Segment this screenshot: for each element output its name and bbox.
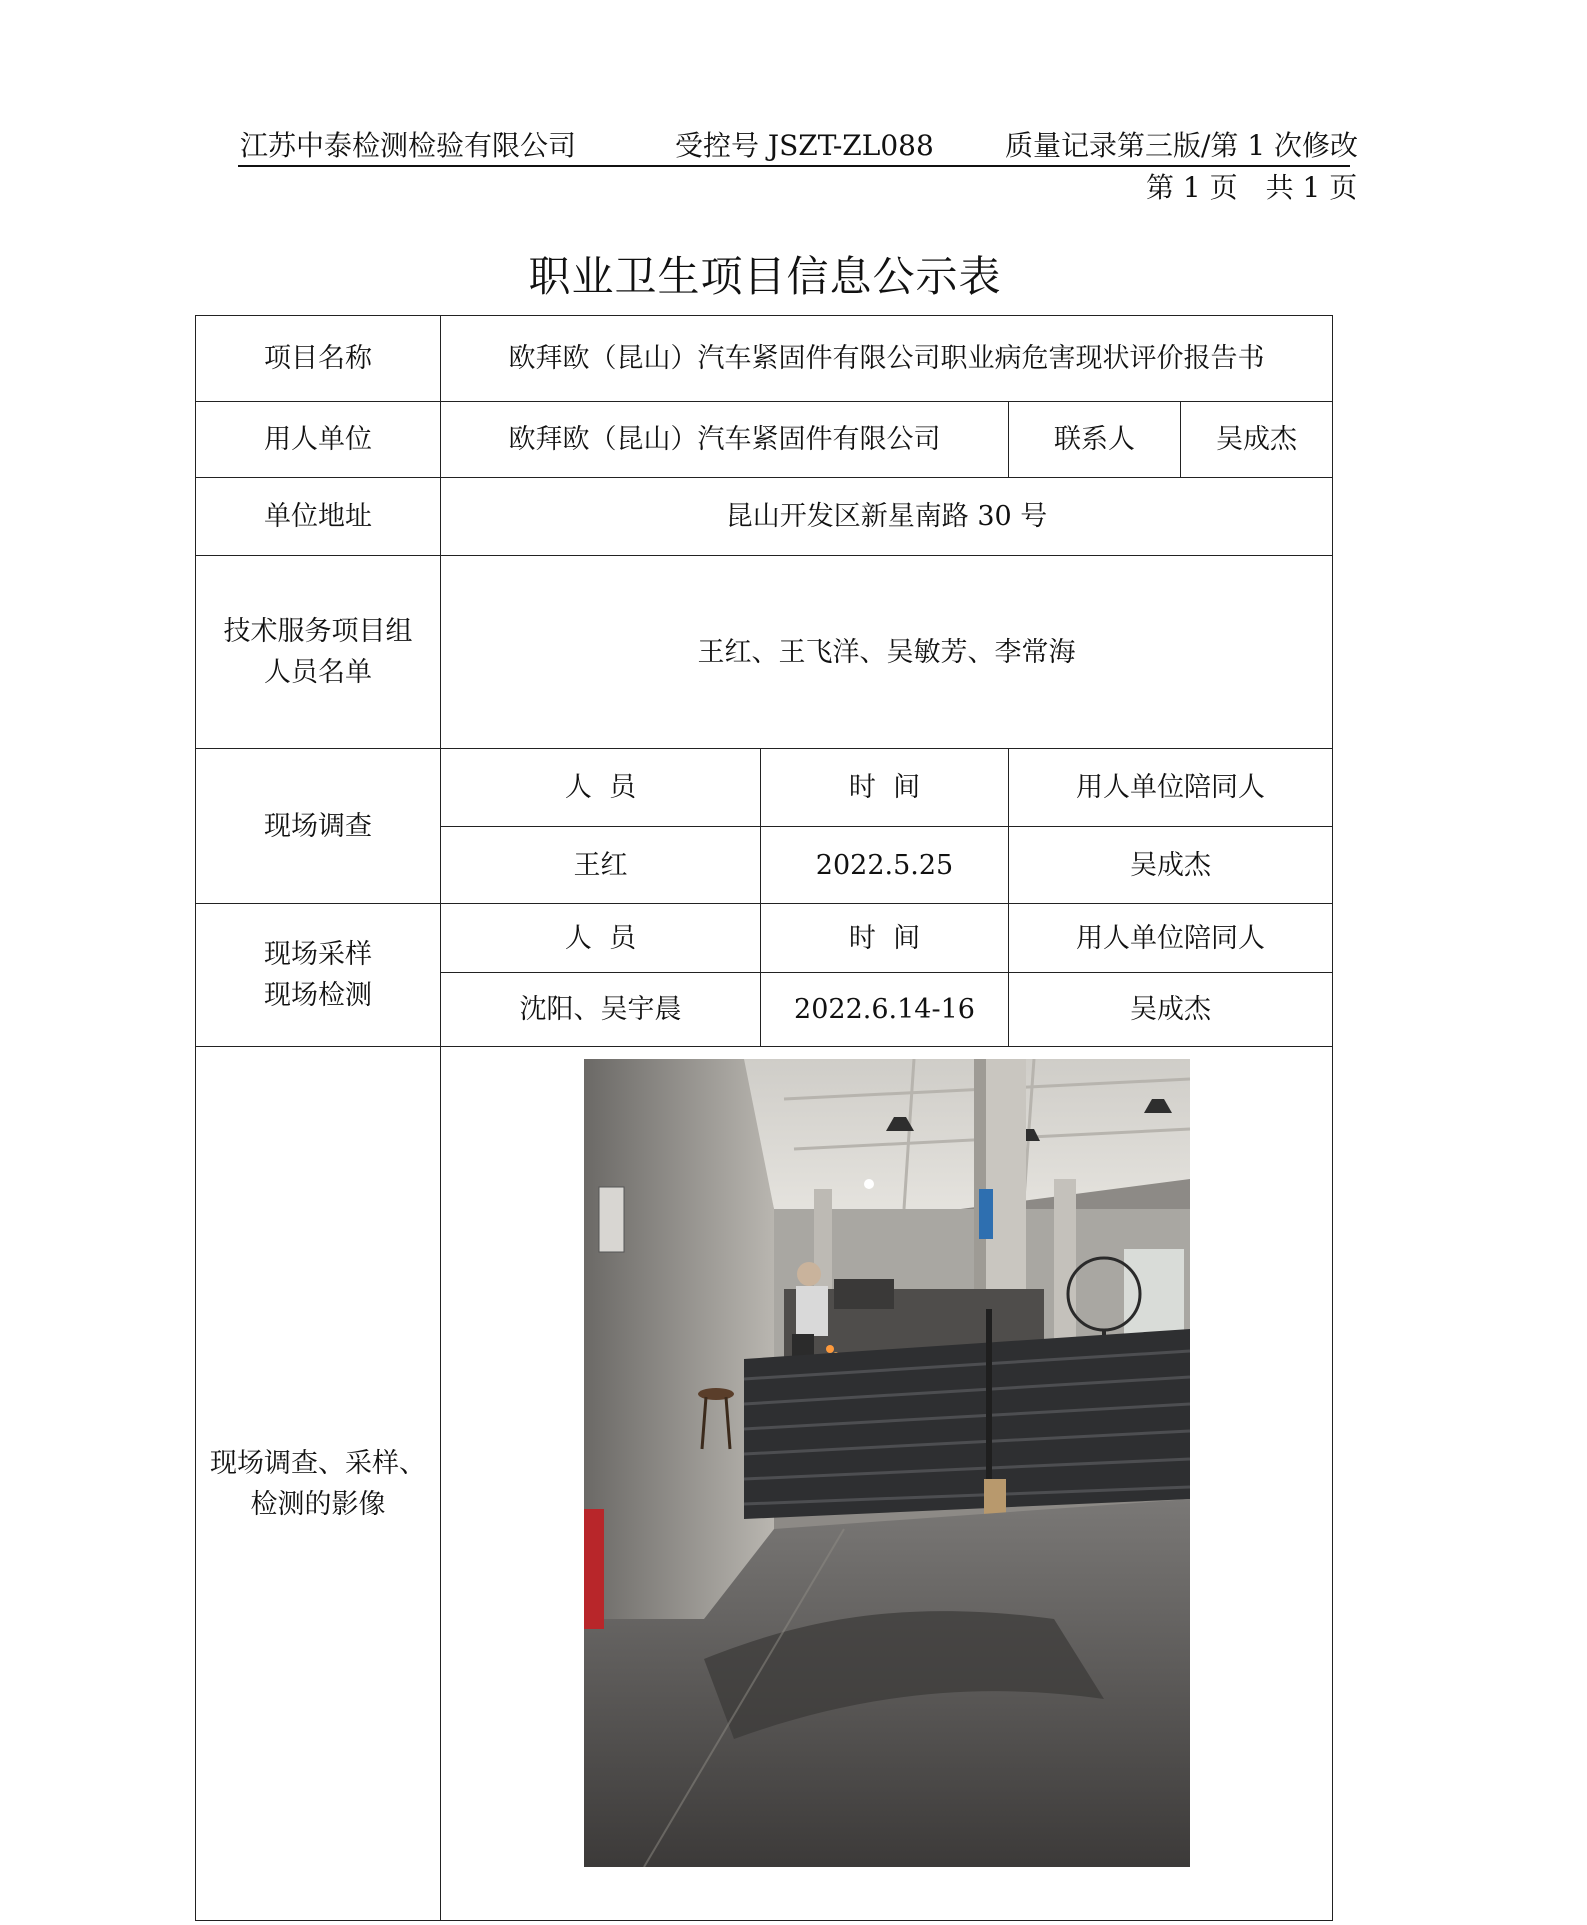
row-address <box>196 478 1333 556</box>
header-control-number: 受控号 JSZT-ZL088 <box>675 129 934 162</box>
address-value: 昆山开发区新星南路 30 号 <box>441 478 1333 556</box>
survey-label: 现场调查 <box>196 749 441 904</box>
team-label-line1: 技术服务项目组 <box>223 616 413 647</box>
row-survey-header <box>196 749 1333 827</box>
survey-date: 2022.5.25 <box>761 827 1009 904</box>
image-label-line2: 检测的影像 <box>250 1488 386 1520</box>
row-employer <box>196 402 1333 478</box>
team-label <box>196 556 441 749</box>
team-members: 王红、王飞洋、吴敏芳、李常海 <box>441 556 1333 749</box>
row-sampling-header <box>196 904 1333 973</box>
sampling-personnel: 沈阳、吴宇晨 <box>441 973 761 1047</box>
sampling-header-escort: 用人单位陪同人 <box>1009 904 1333 973</box>
image-label <box>196 1047 441 1921</box>
sampling-header-personnel: 人 员 <box>441 904 761 973</box>
sampling-date: 2022.6.14-16 <box>761 973 1009 1047</box>
contact-label: 联系人 <box>1009 402 1181 478</box>
sampling-escort: 吴成杰 <box>1009 973 1333 1047</box>
employer-label: 用人单位 <box>196 402 441 478</box>
survey-personnel: 王红 <box>441 827 761 904</box>
employer-value: 欧拜欧（昆山）汽车紧固件有限公司 <box>441 402 1009 478</box>
sampling-header-time: 时 间 <box>761 904 1009 973</box>
project-name-value: 欧拜欧（昆山）汽车紧固件有限公司职业病危害现状评价报告书 <box>441 316 1333 402</box>
address-label: 单位地址 <box>196 478 441 556</box>
image-label-line1: 现场调查、采样、 <box>210 1447 426 1479</box>
contact-value: 吴成杰 <box>1181 402 1333 478</box>
team-label-line2: 人员名单 <box>264 657 372 688</box>
row-team <box>196 556 1333 749</box>
project-name-label: 项目名称 <box>196 316 441 402</box>
sampling-label <box>196 904 441 1047</box>
site-photo <box>584 1059 1190 1867</box>
row-project-name <box>196 316 1333 402</box>
document-title: 职业卫生项目信息公示表 <box>528 252 1002 301</box>
sampling-label-line1: 现场采样 <box>264 939 372 970</box>
info-table <box>195 315 1333 1921</box>
header-company: 江苏中泰检测检验有限公司 <box>240 129 577 162</box>
page-number: 第 1 页 共 1 页 <box>1146 171 1358 204</box>
image-cell <box>441 1047 1333 1921</box>
survey-header-escort: 用人单位陪同人 <box>1009 749 1333 827</box>
survey-header-personnel: 人 员 <box>441 749 761 827</box>
survey-header-time: 时 间 <box>761 749 1009 827</box>
row-image <box>196 1047 1333 1921</box>
sampling-label-line2: 现场检测 <box>264 980 372 1011</box>
header-record-version: 质量记录第三版/第 1 次修改 <box>1005 129 1359 162</box>
survey-escort: 吴成杰 <box>1009 827 1333 904</box>
